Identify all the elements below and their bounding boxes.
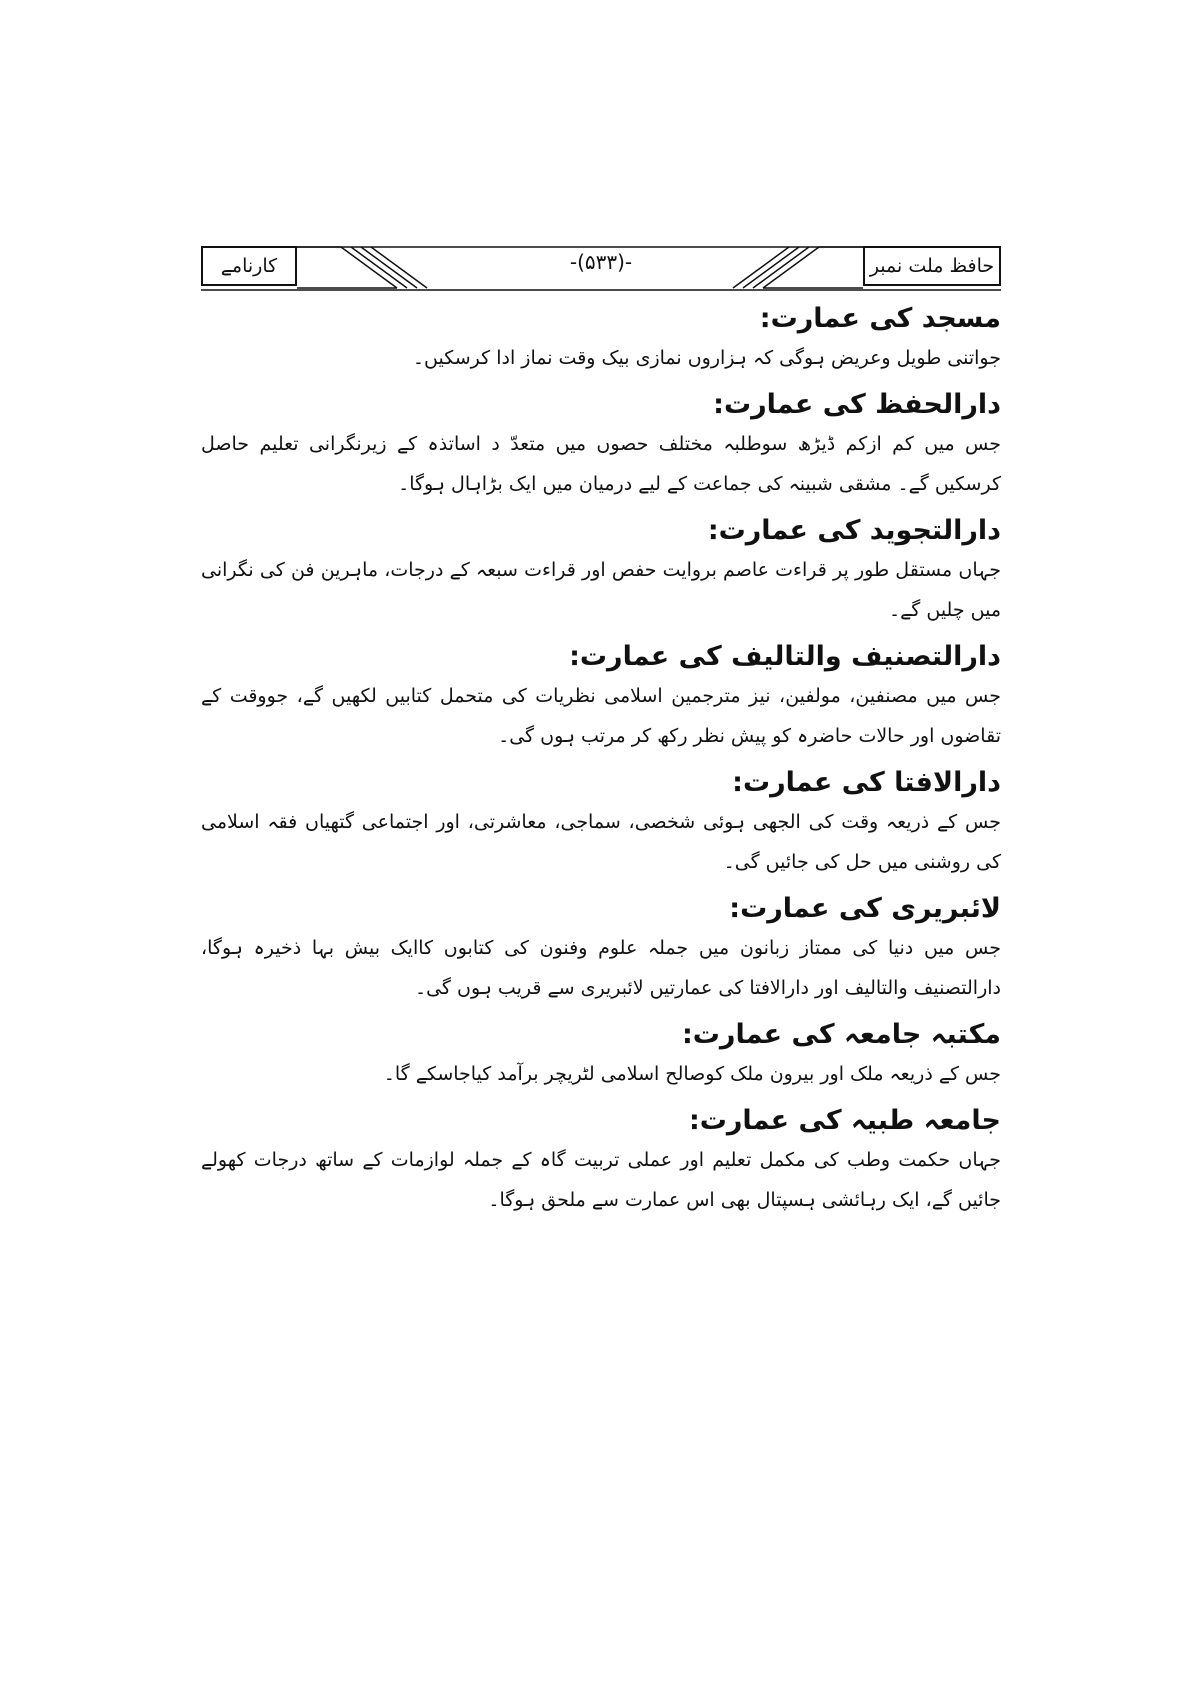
section-text-masjid: جواتنی طویل وعریض ہوگی کہ ہزاروں نمازی بیک وقت نماز ادا کرسکیں۔: [412, 347, 1001, 369]
section-heading-darul-ifta: دارالافتا کی عمارت:: [732, 767, 1001, 798]
header-right-box: [863, 246, 1001, 286]
section-heading-jamia-tibbiya: جامعہ طبیہ کی عمارت:: [688, 1105, 1001, 1136]
section-text-darul-ifta: جس کے ذریعہ وقت کی الجھی ہوئی شخصی، سماجی، معاشرتی، اور اجتماعی گتھیاں فقہ اسلامی کی روشنی میں حل کی جائیں گی۔: [201, 811, 1001, 873]
section-text-darut-tajweed: جہاں مستقل طور پر قراءت عاصم بروایت حفص اور قراءت سبعہ کے درجات، ماہرین فن کی نگرانی میں چلیں گے۔: [201, 559, 1001, 621]
header-right-label: حافظ ملت نمبر: [869, 255, 995, 277]
section-heading-darut-tasneef: دارالتصنیف والتالیف کی عمارت:: [569, 641, 1001, 672]
section-heading-library: لائبریری کی عمارت:: [729, 893, 1001, 924]
section-text-library: جس میں دنیا کی ممتاز زبانون میں جملہ علوم وفنون کی کتابوں کاایک بیش بہا ذخیرہ ہوگا، دارالتصنیف والتالیف اور دارالافتا کی عمارتیں لائبریری سے قریب ہوں گی۔: [201, 937, 1001, 999]
section-heading-masjid: مسجد کی عمارت:: [759, 303, 1001, 334]
page-number: -(۵۳۳)-: [569, 250, 633, 274]
section-heading-darut-tajweed: دارالتجوید کی عمارت:: [707, 515, 1001, 546]
header-left-label: کارنامے: [220, 255, 278, 277]
section-heading-darul-hifz: دارالحفظ کی عمارت:: [713, 389, 1001, 420]
section-text-darut-tasneef: جس میں مصنفین، مولفین، نیز مترجمین اسلامی نظریات کی متحمل کتابیں لکھیں گے، جووقت کے تقاضوں اور حالات حاضرہ کو پیش نظر رکھ کر مرتب ہوں گی۔: [201, 685, 1001, 747]
section-heading-maktaba: مکتبہ جامعہ کی عمارت:: [681, 1019, 1001, 1050]
section-text-darul-hifz: جس میں کم ازکم ڈیڑھ سوطلبہ مختلف حصوں میں متعدّ د اساتذہ کے زیرنگرانی تعلیم حاصل کرسکیں گے۔ مشقی شبینہ کی جماعت کے لیے درمیان میں ایک بڑاہال ہوگا۔: [201, 433, 1001, 495]
section-text-maktaba: جس کے ذریعہ ملک اور بیرون ملک کوصالح اسلامی لٹریچر برآمد کیاجاسکے گا۔: [383, 1063, 1001, 1085]
page-body: [201, 296, 1001, 1220]
section-text-jamia-tibbiya: جہاں حکمت وطب کی مکمل تعلیم اور عملی تربیت گاہ کے جملہ لوازمات کے ساتھ درجات کھولے جائیں گے، ایک رہائشی ہسپتال بھی اس عمارت سے ملحق ہوگا۔: [201, 1149, 1001, 1211]
page-header: [201, 244, 1001, 292]
